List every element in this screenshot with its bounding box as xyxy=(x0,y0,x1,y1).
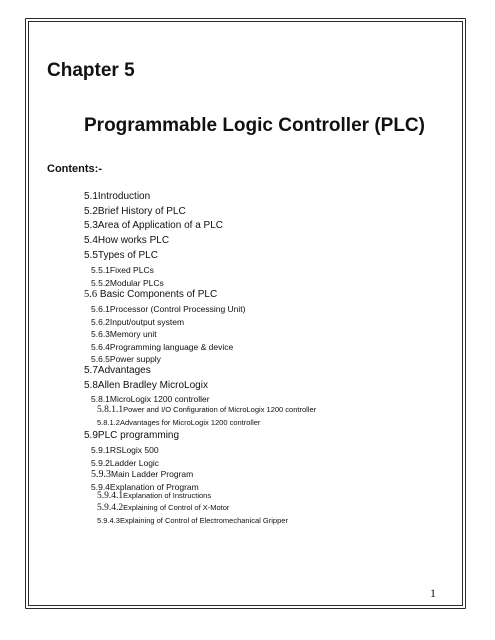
toc-item xyxy=(91,329,157,339)
toc-number: 5.6.5 xyxy=(91,354,110,364)
toc-number: 5.8.1.1 xyxy=(97,405,124,415)
toc-item xyxy=(84,191,150,202)
toc-text: Power supply xyxy=(109,354,161,364)
toc-number: 5.6.4 xyxy=(91,341,110,352)
toc-number: 5.1 xyxy=(84,191,98,202)
toc-item xyxy=(91,354,161,364)
toc-text: How works PLC xyxy=(97,235,170,246)
toc-number: 5.8.1 xyxy=(91,394,110,404)
toc-number: 5.9.2 xyxy=(91,457,110,468)
toc-text: Allen Bradley MicroLogix xyxy=(97,380,208,391)
toc-number: 5.6.2 xyxy=(91,316,110,327)
toc-number: 5.4 xyxy=(84,235,98,246)
toc-item xyxy=(91,304,245,314)
toc-text: Modular PLCs xyxy=(109,277,164,288)
toc-number: 5.5 xyxy=(84,249,98,261)
toc-number: 5.5.1 xyxy=(91,265,110,275)
toc-number: 5.6 xyxy=(84,289,98,300)
toc-text: Ladder Logic xyxy=(109,457,160,468)
toc-item xyxy=(91,445,159,455)
toc-number: 5.7 xyxy=(84,365,98,376)
toc-item xyxy=(84,380,208,391)
toc-text: Types of PLC xyxy=(97,249,158,261)
page-number: 1 xyxy=(430,586,436,600)
toc-number: 5.9.3 xyxy=(91,469,111,480)
toc-item xyxy=(84,250,158,261)
chapter-title: Programmable Logic Controller (PLC) xyxy=(84,115,425,136)
toc-item xyxy=(84,430,179,441)
toc-item xyxy=(91,394,210,404)
toc-number: 5.6.1 xyxy=(91,304,110,314)
toc-number: 5.9.4.2 xyxy=(97,503,124,513)
toc-number: 5.9.1 xyxy=(91,445,110,455)
toc-text: Advantages xyxy=(97,365,151,376)
toc-number: 5.3 xyxy=(84,220,98,231)
toc-item xyxy=(84,289,217,300)
chapter-heading: Chapter 5 xyxy=(47,60,135,81)
toc-text: Explaining of Control of X-Motor xyxy=(123,503,230,512)
toc-item xyxy=(84,365,151,376)
toc-item xyxy=(91,458,159,468)
toc-item xyxy=(84,220,223,231)
toc-number: 5.9 xyxy=(84,430,98,441)
toc-item xyxy=(97,516,288,525)
toc-item xyxy=(84,206,186,217)
toc-item xyxy=(97,418,260,427)
toc-item xyxy=(91,278,164,288)
toc-number: 5.6.3 xyxy=(91,329,110,339)
toc-text: Area of Application of a PLC xyxy=(97,220,223,231)
toc-number: 5.2 xyxy=(84,205,98,217)
toc-item xyxy=(97,503,229,513)
toc-item xyxy=(97,491,211,501)
toc-number: 5.9.4 xyxy=(91,482,110,492)
toc-number: 5.5.2 xyxy=(91,277,110,288)
toc-text: Processor (Control Processing Unit) xyxy=(109,304,246,314)
contents-label: Contents:- xyxy=(47,163,102,175)
toc-text: Introduction xyxy=(97,191,151,202)
toc-text: Basic Components of PLC xyxy=(97,289,218,300)
toc-text: Explanation of Instructions xyxy=(123,491,212,500)
toc-number: 5.8.1.2 xyxy=(97,418,120,427)
toc-text: PLC programming xyxy=(97,430,180,441)
toc-text: Explanation of Program xyxy=(109,482,199,492)
toc-text: Memory unit xyxy=(109,329,157,339)
toc-text: Advantages for MicroLogix 1200 controller xyxy=(119,418,261,427)
toc-item xyxy=(91,265,154,275)
toc-text: Power and I/O Configuration of MicroLogix 1200 controller xyxy=(123,405,317,414)
toc-text: Brief History of PLC xyxy=(97,205,186,217)
toc-text: Explaining of Control of Electromechanical Gripper xyxy=(119,516,288,525)
toc-item xyxy=(91,317,184,327)
toc-item xyxy=(91,469,193,480)
toc-text: Main Ladder Program xyxy=(111,469,194,479)
toc-item xyxy=(84,235,169,246)
toc-number: 5.9.4.3 xyxy=(97,516,120,525)
toc-number: 5.8 xyxy=(84,380,98,391)
toc-text: Fixed PLCs xyxy=(109,265,154,275)
toc-item xyxy=(91,342,233,352)
toc-item xyxy=(97,405,316,415)
toc-text: Programming language & device xyxy=(109,341,234,352)
toc-text: Input/output system xyxy=(109,316,185,327)
toc-text: MicroLogix 1200 controller xyxy=(109,394,210,404)
toc-number: 5.9.4.1 xyxy=(97,491,124,501)
toc-text: RSLogix 500 xyxy=(109,445,159,455)
